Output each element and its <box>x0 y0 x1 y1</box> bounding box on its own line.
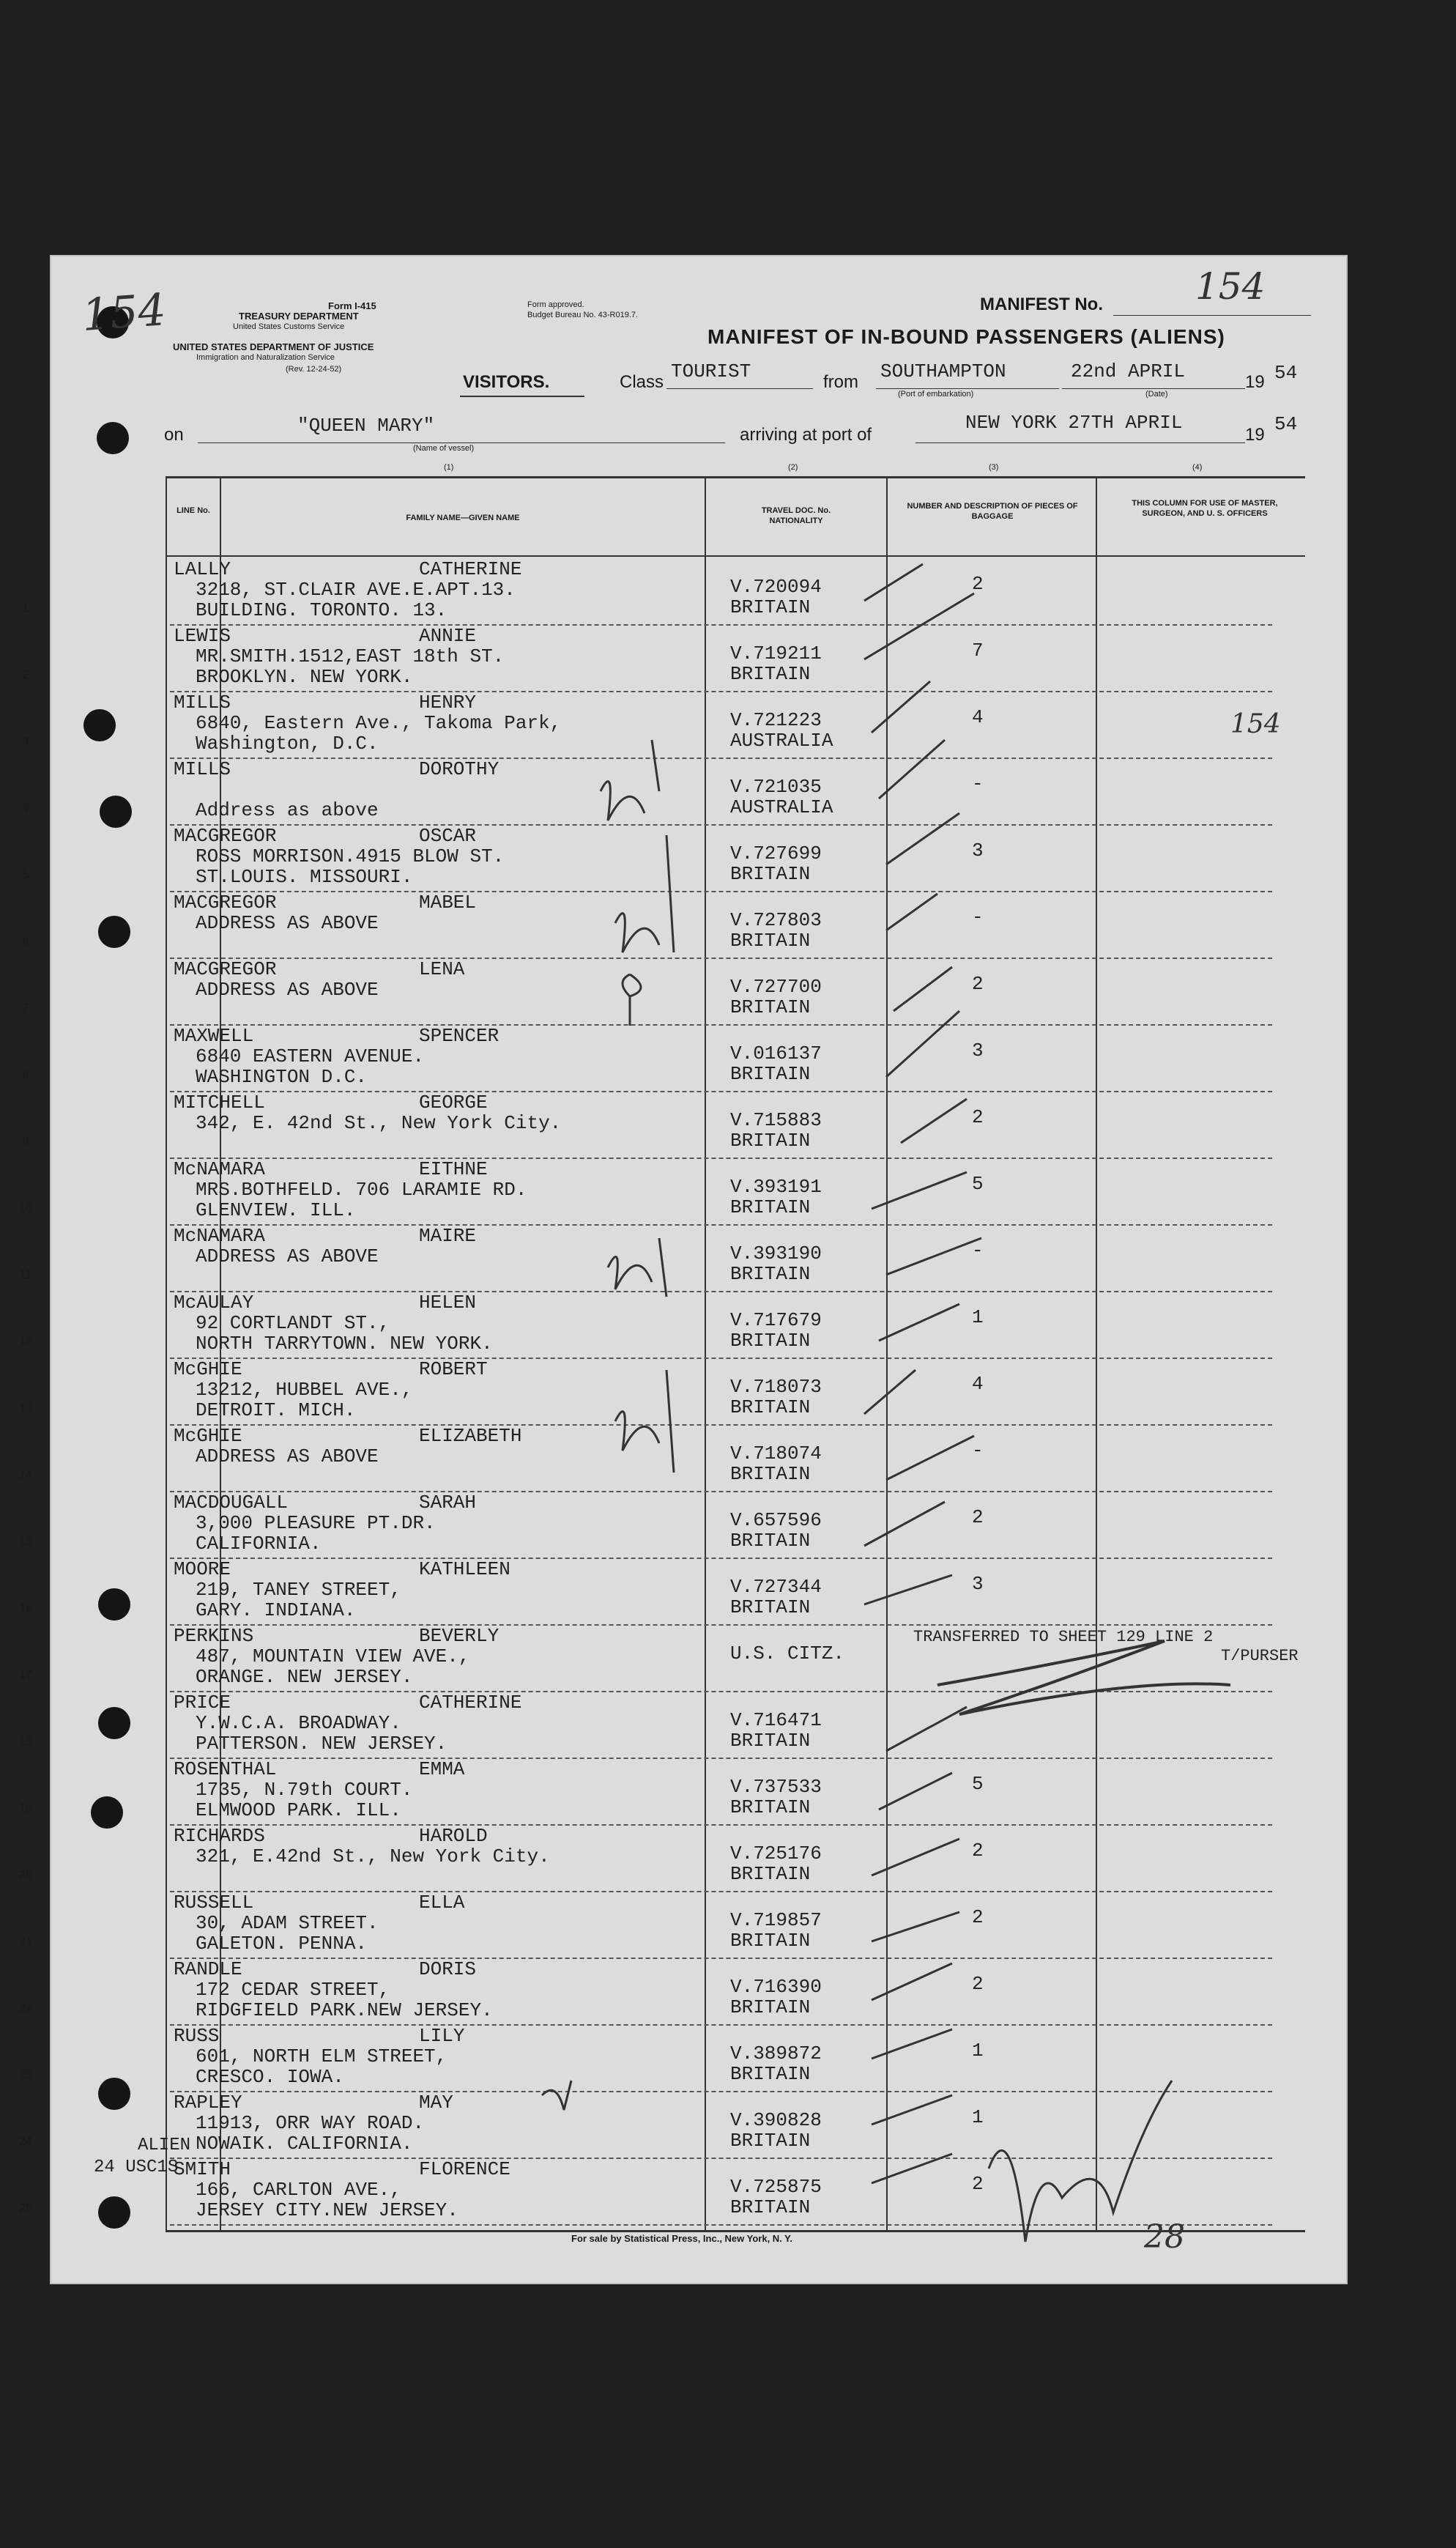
family-name: MACGREGOR <box>174 892 277 914</box>
departure-date: 22nd APRIL <box>1071 360 1186 382</box>
baggage-count: 5 <box>972 1173 984 1195</box>
address-line-2: JERSEY CITY.NEW JERSEY. <box>196 2199 458 2221</box>
baggage-count: 2 <box>972 1906 984 1928</box>
baggage-count: 1 <box>972 2040 984 2062</box>
travel-doc-number: V.717679 <box>730 1309 822 1331</box>
port-embarkation: SOUTHAMPTON <box>880 360 1006 382</box>
address-line-1: 13212, HUBBEL AVE., <box>196 1379 413 1401</box>
form-number: Form I-415 <box>328 300 376 311</box>
address-line-1: 219, TANEY STREET, <box>196 1579 401 1601</box>
given-name: EMMA <box>419 1758 465 1780</box>
baggage-count: 2 <box>972 573 984 595</box>
given-name: LILY <box>419 2025 465 2047</box>
nationality: BRITAIN <box>730 1996 811 2018</box>
line-number: 7 <box>22 1002 29 1015</box>
line-number: 18 <box>19 1736 32 1748</box>
revision: (Rev. 12-24-52) <box>286 365 342 374</box>
line-number: 24 <box>19 2136 32 2148</box>
address-line-1: 92 CORTLANDT ST., <box>196 1312 390 1334</box>
baggage-count: 3 <box>972 840 984 862</box>
family-name: MAXWELL <box>174 1025 254 1047</box>
address-line-2: RIDGFIELD PARK.NEW JERSEY. <box>196 1999 493 2021</box>
arriving-label: arriving at port of <box>740 425 872 445</box>
family-name: LALLY <box>174 558 231 580</box>
family-name: RUSSELL <box>174 1892 254 1914</box>
travel-doc-number: V.390828 <box>730 2109 822 2131</box>
baggage-count: 3 <box>972 1040 984 1062</box>
address-line-2: DETROIT. MICH. <box>196 1399 356 1421</box>
family-name: LEWIS <box>174 625 231 647</box>
line-number: 23 <box>19 2069 32 2081</box>
given-name: GEORGE <box>419 1092 488 1114</box>
family-name: MITCHELL <box>174 1092 265 1114</box>
given-name: CATHERINE <box>419 1692 522 1714</box>
line-number: 21 <box>19 1936 32 1948</box>
family-name: RUSS <box>174 2025 220 2047</box>
col-index-1: (1) <box>444 463 454 472</box>
travel-doc-number: V.727803 <box>730 909 822 931</box>
travel-doc-number: V.727700 <box>730 976 822 998</box>
address-line-1: 6840, Eastern Ave., Takoma Park, <box>196 712 562 734</box>
travel-doc-number: V.389872 <box>730 2043 822 2064</box>
nationality: BRITAIN <box>730 2130 811 2152</box>
family-name: MACGREGOR <box>174 958 277 980</box>
margin-alien: ALIEN <box>138 2136 191 2155</box>
address-line-2: ELMWOOD PARK. ILL. <box>196 1799 401 1821</box>
family-name: MACGREGOR <box>174 825 277 847</box>
year-suffix-2: 54 <box>1274 413 1298 435</box>
address-line-1: 1735, N.79th COURT. <box>196 1779 413 1801</box>
line-number: 13 <box>19 1402 32 1415</box>
family-name: PERKINS <box>174 1625 254 1647</box>
family-name: MILLS <box>174 758 231 780</box>
manifest-number: 154 <box>1195 265 1266 308</box>
travel-doc-number: V.657596 <box>730 1509 822 1531</box>
col-index-2: (2) <box>788 463 798 472</box>
from-label: from <box>823 372 858 392</box>
line-number: 12 <box>19 1336 32 1348</box>
address-line-1: 11913, ORR WAY ROAD. <box>196 2112 425 2134</box>
line-number: 6 <box>22 936 29 948</box>
address-line-2: CRESCO. IOWA. <box>196 2066 344 2088</box>
nationality: BRITAIN <box>730 1396 811 1418</box>
baggage-count: TRANSFERRED TO SHEET 129 LINE 2 <box>913 1628 1214 1646</box>
baggage-count: 1 <box>972 2106 984 2128</box>
col-baggage-header: NUMBER AND DESCRIPTION OF PIECES OF BAGGAGE <box>907 502 1078 521</box>
line-number: 10 <box>19 1202 32 1215</box>
col-travel-header: TRAVEL DOC. No. NATIONALITY <box>761 506 831 525</box>
line-number: 14 <box>19 1469 32 1481</box>
travel-doc-number: V.721035 <box>730 776 822 798</box>
form-approved: Form approved. <box>527 300 584 309</box>
family-name: PRICE <box>174 1692 231 1714</box>
baggage-count: 5 <box>972 1773 984 1795</box>
budget-bureau: Budget Bureau No. 43-R019.7. <box>527 311 639 319</box>
family-name: RANDLE <box>174 1958 242 1980</box>
baggage-count: 7 <box>972 640 984 662</box>
address-line-1: ROSS MORRISON.4915 BLOW ST. <box>196 845 505 867</box>
given-name: MAIRE <box>419 1225 477 1247</box>
purser-note: T/PURSER <box>1221 1647 1299 1665</box>
given-name: MABEL <box>419 892 477 914</box>
given-name: EITHNE <box>419 1158 488 1180</box>
baggage-count: 4 <box>972 706 984 728</box>
given-name: MAY <box>419 2092 453 2114</box>
travel-doc-number: V.727344 <box>730 1576 822 1598</box>
on-label: on <box>164 425 184 445</box>
given-name: HENRY <box>419 692 477 714</box>
address-line-2: BUILDING. TORONTO. 13. <box>196 599 447 621</box>
travel-doc-number: V.718074 <box>730 1442 822 1464</box>
family-name: RICHARDS <box>174 1825 265 1847</box>
nationality: BRITAIN <box>730 1130 811 1152</box>
baggage-count: 2 <box>972 1840 984 1862</box>
nationality: BRITAIN <box>730 1863 811 1885</box>
line-number: 5 <box>22 869 29 881</box>
address-line-2: PATTERSON. NEW JERSEY. <box>196 1733 447 1755</box>
line-number: 8 <box>22 1069 29 1081</box>
class-value: TOURIST <box>671 360 751 382</box>
address-line-1: 3,000 PLEASURE PT.DR. <box>196 1512 436 1534</box>
line-number: 2 <box>22 669 29 681</box>
address-line-1: ADDRESS AS ABOVE <box>196 1445 379 1467</box>
given-name: DOROTHY <box>419 758 499 780</box>
line-number: 20 <box>19 1869 32 1881</box>
address-line-1: MR.SMITH.1512,EAST 18th ST. <box>196 645 505 667</box>
baggage-count: 2 <box>972 1106 984 1128</box>
travel-doc-number: V.720094 <box>730 576 822 598</box>
visitors-label: VISITORS. <box>463 372 550 392</box>
travel-doc-number: V.727699 <box>730 842 822 864</box>
given-name: HELEN <box>419 1292 477 1314</box>
address-line-1: ADDRESS AS ABOVE <box>196 912 379 934</box>
customs-service: United States Customs Service <box>233 322 345 331</box>
line-number: 17 <box>19 1669 32 1681</box>
given-name: KATHLEEN <box>419 1558 510 1580</box>
address-line-2: ST.LOUIS. MISSOURI. <box>196 866 413 888</box>
nationality: BRITAIN <box>730 863 811 885</box>
given-name: BEVERLY <box>419 1625 499 1647</box>
bottom-hand-number: 28 <box>1144 2218 1185 2256</box>
ins-service: Immigration and Naturalization Service <box>196 353 335 362</box>
baggage-count: 2 <box>972 1506 984 1528</box>
address-line-1: ADDRESS AS ABOVE <box>196 1245 379 1267</box>
nationality: BRITAIN <box>730 930 811 952</box>
address-line-1: 321, E.42nd St., New York City. <box>196 1845 550 1867</box>
nationality: BRITAIN <box>730 596 811 618</box>
address-line-1: ADDRESS AS ABOVE <box>196 979 379 1001</box>
travel-doc-number: V.016137 <box>730 1042 822 1064</box>
officer-note: 154 <box>1230 709 1281 739</box>
address-line-2: Address as above <box>196 799 379 821</box>
col-index-3: (3) <box>989 463 999 472</box>
nationality: BRITAIN <box>730 663 811 685</box>
address-line-1: 3218, ST.CLAIR AVE.E.APT.13. <box>196 579 516 601</box>
col-name-header: FAMILY NAME—GIVEN NAME <box>406 514 520 522</box>
address-line-2: Washington, D.C. <box>196 733 379 755</box>
travel-doc-number: V.393191 <box>730 1176 822 1198</box>
baggage-count: 2 <box>972 2173 984 2195</box>
address-line-1: 30, ADAM STREET. <box>196 1912 379 1934</box>
address-line-1: 6840 EASTERN AVENUE. <box>196 1045 425 1067</box>
travel-doc-number: V.393190 <box>730 1242 822 1264</box>
class-label: Class <box>620 372 664 392</box>
family-name: McNAMARA <box>174 1158 265 1180</box>
port-caption: (Port of embarkation) <box>898 390 974 399</box>
nationality: AUSTRALIA <box>730 730 833 752</box>
travel-doc-number: V.719857 <box>730 1909 822 1931</box>
baggage-count: 2 <box>972 1973 984 1995</box>
line-number: 11 <box>19 1269 32 1281</box>
nationality: BRITAIN <box>730 1796 811 1818</box>
travel-doc-number: V.721223 <box>730 709 822 731</box>
address-line-1: Y.W.C.A. BROADWAY. <box>196 1712 401 1734</box>
family-name: McNAMARA <box>174 1225 265 1247</box>
given-name: LENA <box>419 958 465 980</box>
travel-doc-number: V.716471 <box>730 1709 822 1731</box>
col-index-4: (4) <box>1192 463 1203 472</box>
manifest-label: MANIFEST No. <box>980 295 1103 314</box>
address-line-2: ORANGE. NEW JERSEY. <box>196 1666 413 1688</box>
family-name: MILLS <box>174 692 231 714</box>
nationality: BRITAIN <box>730 1263 811 1285</box>
address-line-2: WASHINGTON D.C. <box>196 1066 368 1088</box>
family-name: McAULAY <box>174 1292 254 1314</box>
family-name: MACDOUGALL <box>174 1492 289 1514</box>
line-number: 25 <box>19 2202 32 2215</box>
address-line-1: 166, CARLTON AVE., <box>196 2179 401 2201</box>
year-prefix: 19 <box>1245 372 1265 392</box>
family-name: MOORE <box>174 1558 231 1580</box>
dept-justice: UNITED STATES DEPARTMENT OF JUSTICE <box>173 341 374 352</box>
given-name: OSCAR <box>419 825 477 847</box>
address-line-1: 172 CEDAR STREET, <box>196 1979 390 2001</box>
year-suffix: 54 <box>1274 362 1298 384</box>
line-number: 1 <box>22 602 29 615</box>
given-name: FLORENCE <box>419 2158 510 2180</box>
year-prefix-2: 19 <box>1245 425 1265 445</box>
nationality: BRITAIN <box>730 1330 811 1352</box>
given-name: ELIZABETH <box>419 1425 522 1447</box>
baggage-count: 1 <box>972 1306 984 1328</box>
baggage-count: 3 <box>972 1573 984 1595</box>
line-number: 22 <box>19 2002 32 2015</box>
nationality: BRITAIN <box>730 1730 811 1752</box>
line-number: 16 <box>19 1602 32 1615</box>
address-line-1: 487, MOUNTAIN VIEW AVE., <box>196 1645 470 1667</box>
family-name: McGHIE <box>174 1425 242 1447</box>
travel-doc-number: V.725176 <box>730 1843 822 1864</box>
line-number: 15 <box>19 1536 32 1548</box>
nationality: BRITAIN <box>730 1196 811 1218</box>
col-line-header: LINE No. <box>177 506 210 515</box>
line-number: 3 <box>22 736 29 748</box>
line-number: 19 <box>19 1802 32 1815</box>
line-number: 4 <box>22 802 29 815</box>
travel-doc-number: V.725875 <box>730 2176 822 2198</box>
nationality: AUSTRALIA <box>730 796 833 818</box>
family-name: SMITH <box>174 2158 231 2180</box>
given-name: ANNIE <box>419 625 477 647</box>
travel-doc-number: U.S. CITZ. <box>730 1643 845 1664</box>
date-caption: (Date) <box>1145 390 1168 399</box>
nationality: BRITAIN <box>730 1596 811 1618</box>
baggage-count: - <box>972 906 984 928</box>
travel-doc-number: V.737533 <box>730 1776 822 1798</box>
margin-count: 24 USC1S <box>94 2158 179 2177</box>
address-line-2: GARY. INDIANA. <box>196 1599 356 1621</box>
col-officers-header: THIS COLUMN FOR USE OF MASTER, SURGEON, AND U. S. OFFICERS <box>1132 499 1278 518</box>
travel-doc-number: V.718073 <box>730 1376 822 1398</box>
given-name: ELLA <box>419 1892 465 1914</box>
address-line-1: MRS.BOTHFELD. 706 LARAMIE RD. <box>196 1179 527 1201</box>
address-line-2: BROOKLYN. NEW YORK. <box>196 666 413 688</box>
arrival-port-date: NEW YORK 27TH APRIL <box>965 412 1183 434</box>
given-name: SARAH <box>419 1492 477 1514</box>
address-line-1: 601, NORTH ELM STREET, <box>196 2045 447 2067</box>
given-name: ROBERT <box>419 1358 488 1380</box>
nationality: BRITAIN <box>730 1463 811 1485</box>
baggage-count: 4 <box>972 1373 984 1395</box>
address-line-2: GALETON. PENNA. <box>196 1933 368 1955</box>
family-name: McGHIE <box>174 1358 242 1380</box>
nationality: BRITAIN <box>730 2196 811 2218</box>
family-name: RAPLEY <box>174 2092 242 2114</box>
dept-treasury: TREASURY DEPARTMENT <box>239 311 359 322</box>
address-line-2: CALIFORNIA. <box>196 1533 322 1555</box>
publisher-footer: For sale by Statistical Press, Inc., New York, N. Y. <box>571 2233 793 2244</box>
manifest-title: MANIFEST OF IN-BOUND PASSENGERS (ALIENS) <box>707 325 1225 348</box>
nationality: BRITAIN <box>730 1930 811 1952</box>
nationality: BRITAIN <box>730 1063 811 1085</box>
line-number: 9 <box>22 1136 29 1148</box>
family-name: ROSENTHAL <box>174 1758 277 1780</box>
nationality: BRITAIN <box>730 1530 811 1552</box>
address-line-1: 342, E. 42nd St., New York City. <box>196 1112 562 1134</box>
address-line-2: GLENVIEW. ILL. <box>196 1199 356 1221</box>
travel-doc-number: V.715883 <box>730 1109 822 1131</box>
given-name: DORIS <box>419 1958 477 1980</box>
baggage-count: - <box>972 1440 984 1462</box>
vessel-caption: (Name of vessel) <box>413 444 475 453</box>
baggage-count: - <box>972 773 984 795</box>
corner-mark: 154 <box>80 284 168 341</box>
baggage-count: - <box>972 1240 984 1262</box>
given-name: SPENCER <box>419 1025 499 1047</box>
baggage-count: 2 <box>972 973 984 995</box>
given-name: CATHERINE <box>419 558 522 580</box>
nationality: BRITAIN <box>730 2063 811 2085</box>
travel-doc-number: V.716390 <box>730 1976 822 1998</box>
nationality: BRITAIN <box>730 996 811 1018</box>
given-name: HAROLD <box>419 1825 488 1847</box>
address-line-2: NOWAIK. CALIFORNIA. <box>196 2133 413 2155</box>
address-line-2: NORTH TARRYTOWN. NEW YORK. <box>196 1333 493 1355</box>
vessel-name: "QUEEN MARY" <box>297 415 435 437</box>
travel-doc-number: V.719211 <box>730 642 822 664</box>
